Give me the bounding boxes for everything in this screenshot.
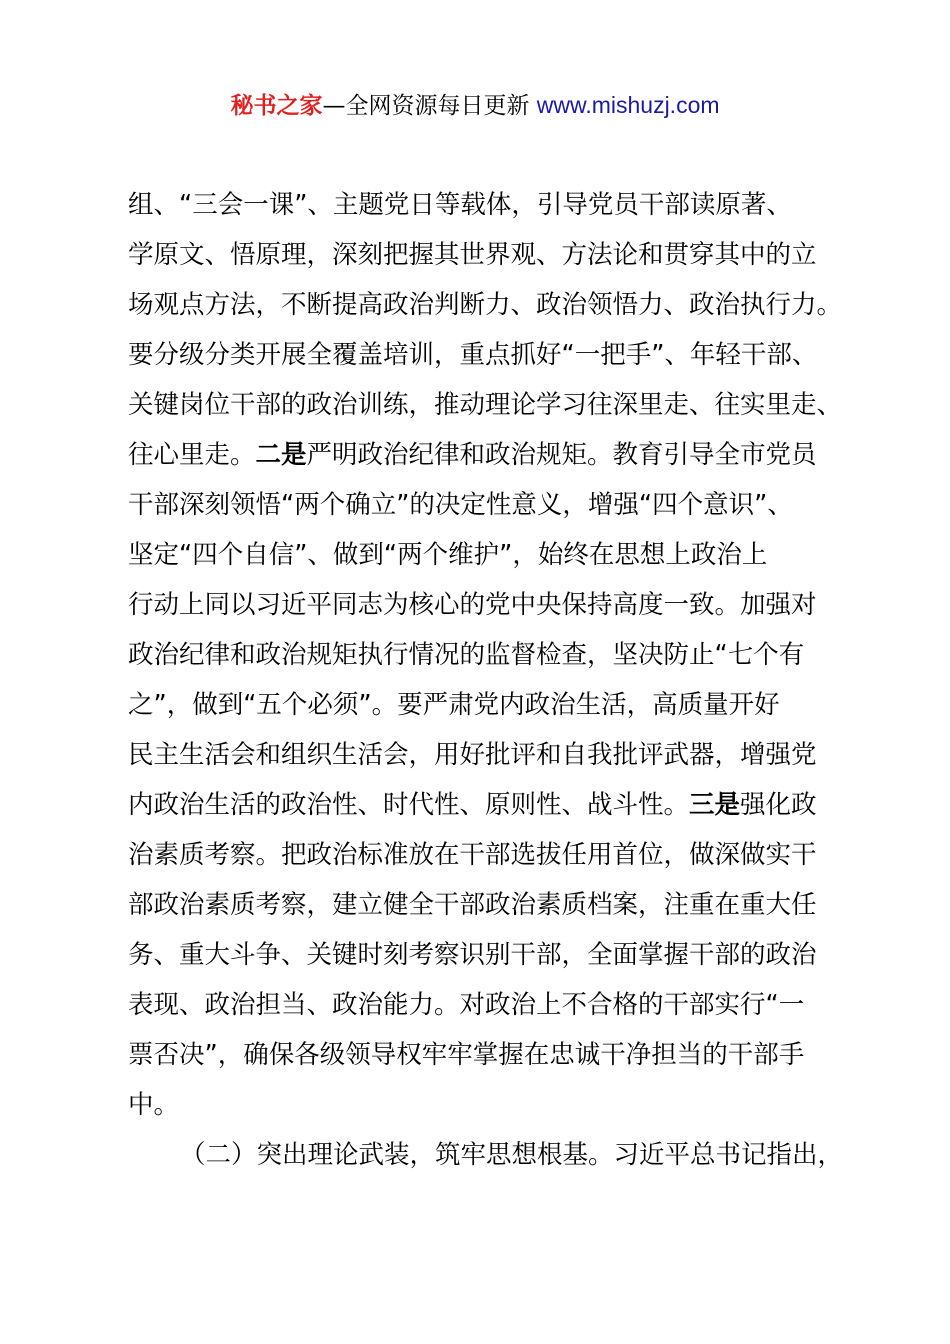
text-line bbox=[128, 1130, 858, 1180]
header-tagline: —全网资源每日更新 bbox=[322, 93, 530, 119]
text-segment: 要分级分类开展全覆盖培训，重点抓好“一把手”、年轻干部、 bbox=[128, 340, 818, 370]
text-segment: 往心里走。 bbox=[128, 440, 256, 470]
text-segment: 关键岗位干部的政治训练，推动理论学习往深里走、往实里走、 bbox=[128, 390, 843, 420]
text-line bbox=[128, 230, 858, 280]
text-segment: 组、“三会一课”、主题党日等载体，引导党员干部读原著、 bbox=[128, 190, 792, 220]
text-line bbox=[128, 430, 858, 480]
text-line bbox=[128, 530, 858, 580]
text-segment: 强化政 bbox=[740, 790, 817, 820]
text-segment: （二）突出理论武装，筑牢思想根基。习近平总书记指出， bbox=[180, 1140, 844, 1170]
text-segment: 内政治生活的政治性、时代性、原则性、战斗性。 bbox=[128, 790, 690, 820]
site-url[interactable]: www.mishuzj.com bbox=[536, 92, 720, 118]
text-segment: 场观点方法，不断提高政治判断力、政治领悟力、政治执行力。 bbox=[128, 290, 843, 320]
text-segment: 务、重大斗争、关键时刻考察识别干部，全面掌握干部的政治 bbox=[128, 940, 817, 970]
text-line bbox=[128, 780, 858, 830]
text-segment: 部政治素质考察，建立健全干部政治素质档案，注重在重大任 bbox=[128, 890, 817, 920]
text-line bbox=[128, 280, 858, 330]
text-segment: 严明政治纪律和政治规矩。教育引导全市党员 bbox=[306, 440, 817, 470]
text-segment: 票否决”，确保各级领导权牢牢掌握在忠诚干净担当的干部手 bbox=[128, 1040, 805, 1070]
text-line bbox=[128, 1030, 858, 1080]
text-line bbox=[128, 1080, 858, 1130]
text-segment: 行动上同以习近平同志为核心的党中央保持高度一致。加强对 bbox=[128, 590, 817, 620]
text-line bbox=[128, 580, 858, 630]
text-line bbox=[128, 330, 858, 380]
text-segment: 干部深刻领悟“两个确立”的决定性意义，增强“四个意识”、 bbox=[128, 490, 793, 520]
text-line bbox=[128, 930, 858, 980]
text-segment: 中。 bbox=[128, 1090, 180, 1120]
text-segment: 之”，做到“五个必须”。要严肃党内政治生活，高质量开好 bbox=[128, 690, 780, 720]
text-line bbox=[128, 480, 858, 530]
text-line bbox=[128, 180, 858, 230]
text-line bbox=[128, 680, 858, 730]
text-segment: 治素质考察。把政治标准放在干部选拔任用首位，做深做实干 bbox=[128, 840, 817, 870]
text-segment: 政治纪律和政治规矩执行情况的监督检查，坚决防止“七个有 bbox=[128, 640, 805, 670]
text-line bbox=[128, 730, 858, 780]
bold-text: 三是 bbox=[689, 790, 741, 820]
text-line bbox=[128, 880, 858, 930]
text-line bbox=[128, 630, 858, 680]
text-line bbox=[128, 380, 858, 430]
text-segment: 表现、政治担当、政治能力。对政治上不合格的干部实行“一 bbox=[128, 990, 805, 1020]
text-segment: 民主生活会和组织生活会，用好批评和自我批评武器，增强党 bbox=[128, 740, 817, 770]
page-header bbox=[0, 88, 950, 123]
text-segment: 坚定“四个自信”、做到“两个维护”，始终在思想上政治上 bbox=[128, 540, 768, 570]
bold-text: 二是 bbox=[255, 440, 307, 470]
text-segment: 学原文、悟原理，深刻把握其世界观、方法论和贯穿其中的立 bbox=[128, 240, 817, 270]
brand-name: 秘书之家 bbox=[230, 93, 323, 119]
text-line bbox=[128, 980, 858, 1030]
document-body bbox=[128, 180, 858, 1180]
text-line bbox=[128, 830, 858, 880]
